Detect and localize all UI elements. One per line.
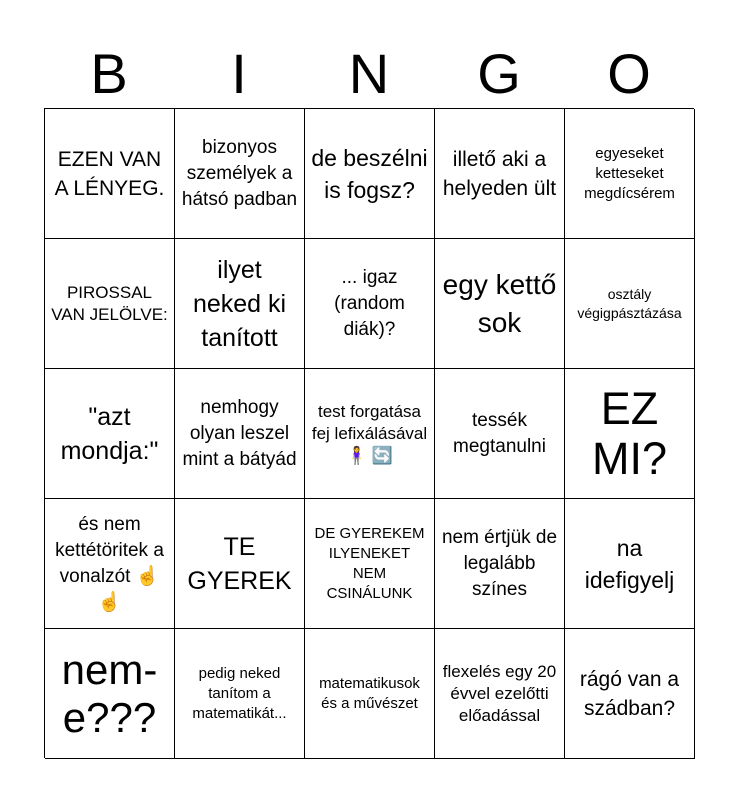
cell-text: EZ MI?	[591, 382, 667, 484]
bingo-cell[interactable]	[435, 629, 565, 759]
bingo-cell[interactable]	[435, 369, 565, 499]
bingo-cell[interactable]	[175, 109, 305, 239]
cell-text: matematikusok és a művészet	[319, 674, 420, 712]
cell-text: TE GYEREK	[187, 532, 292, 595]
cell-text: illető aki a helyeden ült	[442, 147, 557, 200]
bingo-cell[interactable]	[45, 109, 175, 239]
cell-text: bizonyos személyek a hátsó padban	[181, 136, 298, 210]
bingo-cell[interactable]	[565, 109, 695, 239]
cell-text: ... igaz (random diák)?	[334, 266, 405, 340]
bingo-header	[44, 40, 694, 108]
cell-text: "azt mondja:"	[60, 402, 159, 465]
bingo-cell[interactable]	[435, 239, 565, 369]
bingo-cell[interactable]	[175, 499, 305, 629]
bingo-cell[interactable]	[45, 499, 175, 629]
cell-text: EZEN VAN A LÉNYEG.	[54, 147, 165, 200]
cell-text: flexelés egy 20 évvel ezelőtti előadással	[442, 661, 557, 725]
bingo-cell[interactable]	[435, 499, 565, 629]
bingo-cell[interactable]	[565, 369, 695, 499]
cell-text: nem értjük de legalább színes	[441, 526, 558, 600]
bingo-cell[interactable]	[565, 629, 695, 759]
header-letter-o: O	[607, 42, 651, 105]
cell-text: PIROSSAL VAN JELÖLVE:	[51, 282, 168, 324]
cell-text: egy kettő sok	[442, 268, 557, 338]
header-letter-i: I	[231, 42, 247, 105]
cell-text: ilyet neked ki tanított	[192, 255, 287, 352]
bingo-grid	[44, 108, 694, 758]
bingo-cell[interactable]	[45, 369, 175, 499]
cell-text: DE GYEREKEM ILYENEKET NEM CSINÁLUNK	[314, 524, 425, 602]
cell-text: nem-e???	[61, 645, 158, 741]
bingo-cell[interactable]	[45, 629, 175, 759]
cell-text: nemhogy olyan leszel mint a bátyád	[182, 396, 297, 470]
bingo-cell[interactable]	[305, 629, 435, 759]
cell-text: test forgatása fej lefixálásával 🧍‍♀️ 🔄	[311, 401, 428, 465]
bingo-cell[interactable]	[305, 109, 435, 239]
cell-text: egyeseket ketteseket megdícsérem	[584, 144, 675, 202]
cell-text: rágó van a szádban?	[579, 667, 680, 720]
bingo-cell[interactable]	[305, 369, 435, 499]
cell-text: és nem kettétöritek a vonalzót ☝️☝️	[55, 513, 164, 613]
bingo-cell[interactable]	[565, 499, 695, 629]
bingo-cell[interactable]	[435, 109, 565, 239]
bingo-cell[interactable]	[175, 239, 305, 369]
cell-text: tessék megtanulni	[453, 409, 546, 457]
cell-text: na idefigyelj	[584, 534, 675, 593]
header-letter-g: G	[477, 42, 521, 105]
header-letter-b: B	[90, 42, 128, 105]
bingo-cell[interactable]	[305, 239, 435, 369]
bingo-cell[interactable]	[565, 239, 695, 369]
header-letter-n: N	[348, 42, 390, 105]
bingo-cell[interactable]	[45, 239, 175, 369]
bingo-cell[interactable]	[305, 499, 435, 629]
bingo-cell[interactable]	[175, 369, 305, 499]
cell-text: pedig neked tanítom a matematikát...	[192, 664, 287, 722]
bingo-cell[interactable]	[175, 629, 305, 759]
cell-text: de beszélni is fogsz?	[311, 144, 428, 203]
cell-text: osztály végigpásztázása	[577, 285, 682, 321]
